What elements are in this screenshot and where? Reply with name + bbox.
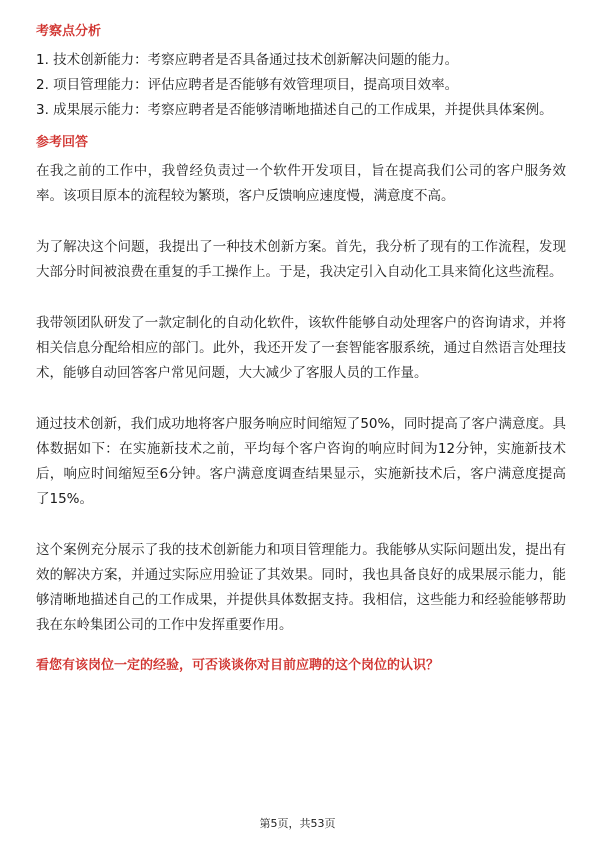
page-indicator: 第5页，共53页 (259, 817, 336, 830)
analysis-heading: 考察点分析 (36, 24, 102, 39)
document-page (36, 22, 566, 676)
analysis-item-3: 3. 成果展示能力：考察应聘者是否能够清晰地描述自己的工作成果，并提供具体案例。 (36, 102, 553, 118)
next-question: 看您有该岗位一定的经验，可否谈谈你对目前应聘的这个岗位的认识？ (36, 658, 440, 673)
answer-paragraph-3: 我带领团队研发了一款定制化的自动化软件，该软件能够自动处理客户的咨询请求，并将相关信息分配给相应的部门。此外，我还开发了一套智能客服系统，通过自然语言处理技术，能够自动回答客户常见问题，大大减少了客服人员的工作量。 (36, 315, 566, 381)
answer-paragraph-1: 在我之前的工作中，我曾经负责过一个软件开发项目，旨在提高我们公司的客户服务效率。该项目原本的流程较为繁琐，客户反馈响应速度慢，满意度不高。 (36, 163, 566, 204)
analysis-item-2: 2. 项目管理能力：评估应聘者是否能够有效管理项目，提高项目效率。 (36, 77, 459, 93)
answer-heading: 参考回答 (36, 135, 89, 150)
analysis-item-1: 1. 技术创新能力：考察应聘者是否具备通过技术创新解决问题的能力。 (36, 52, 459, 68)
answer-paragraph-5: 这个案例充分展示了我的技术创新能力和项目管理能力。我能够从实际问题出发，提出有效的解决方案，并通过实际应用验证了其效果。同时，我也具备良好的成果展示能力，能够清晰地描述自己的工作成果，并提供具体数据支持。我相信，这些能力和经验能够帮助我在东岭集团公司的工作中发挥重要作用。 (36, 542, 566, 633)
answer-paragraph-4: 通过技术创新，我们成功地将客户服务响应时间缩短了50%，同时提高了客户满意度。具体数据如下：在实施新技术之前，平均每个客户咨询的响应时间为12分钟，实施新技术后，响应时间缩短至6分钟。客户满意度调查结果显示，实施新技术后，客户满意度提高了15%。 (36, 416, 566, 507)
answer-paragraph-2: 为了解决这个问题，我提出了一种技术创新方案。首先，我分析了现有的工作流程，发现大部分时间被浪费在重复的手工操作上。于是，我决定引入自动化工具来简化这些流程。 (36, 239, 566, 280)
